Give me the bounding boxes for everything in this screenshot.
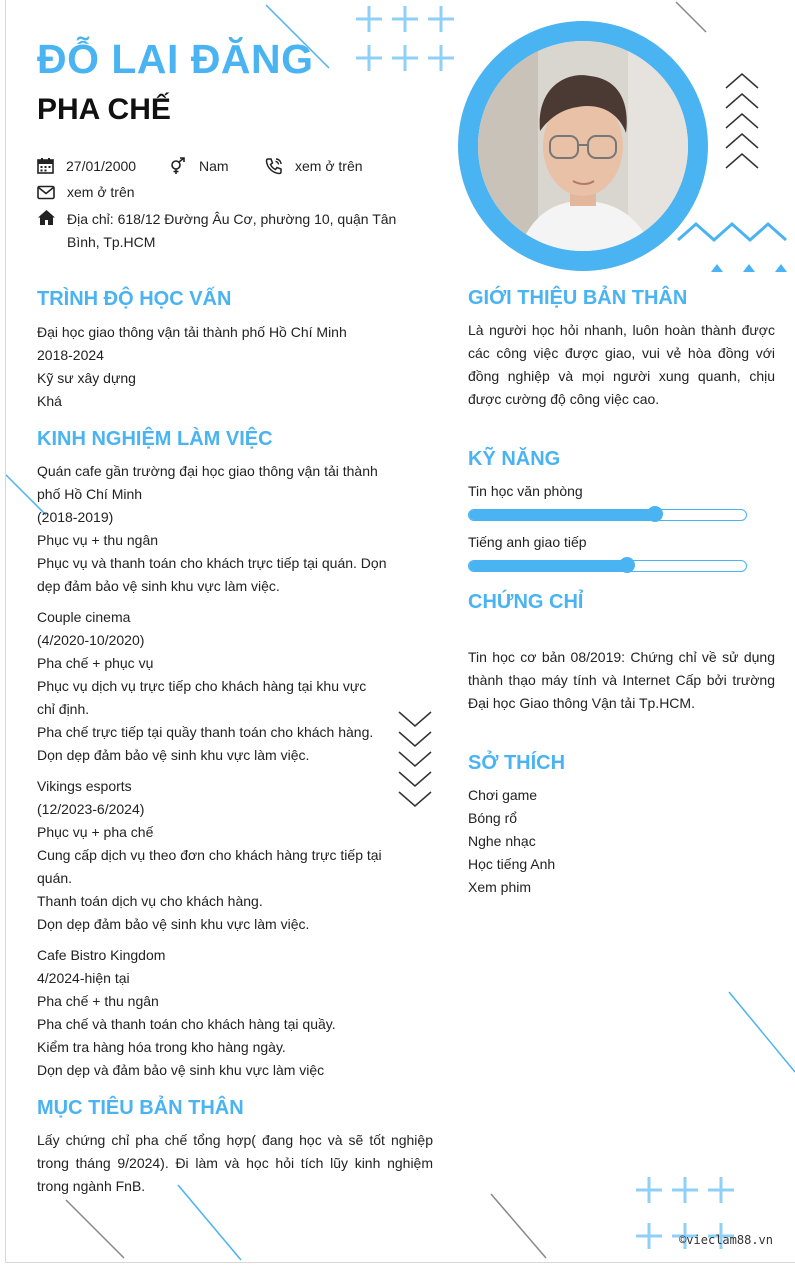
job-duty: Pha chế và thanh toán cho khách hàng tại quầy. xyxy=(37,1016,336,1032)
job-title: PHA CHẾ xyxy=(37,93,171,126)
job-position: Pha chế + thu ngân xyxy=(37,993,159,1009)
certificates-title: CHỨNG CHỈ xyxy=(468,591,584,613)
cv-page xyxy=(5,0,795,1263)
certificates-text: Tin học cơ bản 08/2019: Chứng chỉ về sử dụng thành thạo máy tính và Internet Cấp bởi trường Đại học Giao thông Vận tải Tp.HCM. xyxy=(468,649,775,711)
skill-bar xyxy=(468,560,747,572)
job-duty: Pha chế trực tiếp tại quầy thanh toán cho khách hàng. xyxy=(37,724,374,740)
gender-value: Nam xyxy=(199,158,229,174)
job-duty: Dọn dẹp và đảm bảo vệ sinh khu vực làm việc xyxy=(37,1062,325,1078)
objective-text: Lấy chứng chỉ pha chế tổng hợp( đang học và sẽ tốt nghiệp trong tháng 9/2024). Đi làm và học hỏi tích lũy kinh nghiệm trong ngành FnB. xyxy=(37,1132,433,1194)
skill-label: Tiếng anh giao tiếp xyxy=(468,534,587,550)
skill-bar xyxy=(468,509,747,521)
skill-bar-knob xyxy=(619,557,635,573)
avatar xyxy=(478,41,688,251)
triangle-pattern xyxy=(711,264,787,272)
home-icon xyxy=(37,209,56,226)
hobby-item: Chơi game xyxy=(468,787,538,803)
hobbies-title: SỞ THÍCH xyxy=(468,752,566,774)
avatar-photo xyxy=(478,41,688,251)
job-period: (12/2023-6/2024) xyxy=(37,801,145,817)
hobby-item: Nghe nhạc xyxy=(468,833,536,849)
watermark: ©vieclam88.vn xyxy=(679,1233,773,1247)
education-major: Kỹ sư xây dựng xyxy=(37,370,136,386)
email-row xyxy=(37,184,135,200)
job-duty: Phục vụ dịch vụ trực tiếp cho khách hàng tại khu vực chỉ định. xyxy=(37,678,367,717)
email-value: xem ở trên xyxy=(67,184,135,200)
candidate-name: ĐỖ LAI ĐĂNG xyxy=(37,36,314,82)
about-title: GIỚI THIỆU BẢN THÂN xyxy=(468,287,688,309)
skill-bar-knob xyxy=(647,506,663,522)
skills-title: KỸ NĂNG xyxy=(468,448,561,470)
email-icon xyxy=(37,185,55,200)
gender-row xyxy=(169,157,229,175)
job-duty: Cung cấp dịch vụ theo đơn cho khách hàng trực tiếp tại quán. xyxy=(37,847,382,886)
education-school: Đại học giao thông vận tải thành phố Hồ Chí Minh xyxy=(37,324,347,340)
gender-icon xyxy=(169,157,187,175)
job-company: Quán cafe gần trường đại học giao thông vận tải thành phố Hồ Chí Minh xyxy=(37,463,378,502)
phone-value: xem ở trên xyxy=(295,158,363,174)
objective-title: MỤC TIÊU BẢN THÂN xyxy=(37,1097,244,1119)
calendar-icon xyxy=(37,157,54,174)
education-title: TRÌNH ĐỘ HỌC VẤN xyxy=(37,288,232,310)
hobby-item: Học tiếng Anh xyxy=(468,856,556,872)
hobby-item: Bóng rổ xyxy=(468,810,518,826)
chevron-down-pattern xyxy=(399,712,431,806)
skill-bar-fill xyxy=(469,510,655,520)
hobby-item: Xem phim xyxy=(468,879,532,895)
education-section xyxy=(37,321,437,413)
job-position: Phục vụ + pha chế xyxy=(37,824,154,840)
job-position: Phục vụ + thu ngân xyxy=(37,532,159,548)
education-years: 2018-2024 xyxy=(37,347,104,363)
job-period: (2018-2019) xyxy=(37,509,114,525)
about-text: Là người học hỏi nhanh, luôn hoàn thành được các công việc được giao, vui vẻ hòa đồng với đồng nghiệp và mọi người xung quanh, chịu được cường độ công việc cao. xyxy=(468,322,775,407)
address-icon-wrap xyxy=(37,209,57,231)
birthday-value: 27/01/2000 xyxy=(66,157,137,174)
job-period: (4/2020-10/2020) xyxy=(37,632,145,648)
experience-title: KINH NGHIỆM LÀM VIỆC xyxy=(37,428,273,450)
experience-job xyxy=(37,460,387,598)
job-company: Vikings esports xyxy=(37,778,132,794)
birthday-row xyxy=(37,157,136,174)
experience-job xyxy=(37,944,387,1082)
phone-icon xyxy=(265,157,283,175)
job-duty: Dọn dẹp đảm bảo vệ sinh khu vực làm việc. xyxy=(37,916,310,932)
experience-job xyxy=(37,606,387,767)
job-company: Couple cinema xyxy=(37,609,131,625)
skill-bar-fill xyxy=(469,561,627,571)
skill-label: Tin học văn phòng xyxy=(468,483,583,499)
job-duty: Kiểm tra hàng hóa trong kho hàng ngày. xyxy=(37,1039,286,1055)
zigzag-pattern xyxy=(678,224,786,240)
job-duty: Phục vụ và thanh toán cho khách trực tiếp tại quán. Dọn dẹp đảm bảo vệ sinh khu vực làm việc. xyxy=(37,555,387,594)
job-duty: Dọn dẹp đảm bảo vệ sinh khu vực làm việc. xyxy=(37,747,310,763)
education-grade: Khá xyxy=(37,393,62,409)
job-company: Cafe Bistro Kingdom xyxy=(37,947,166,963)
address-value: Địa chỉ: 618/12 Đường Âu Cơ, phường 10, quận Tân Bình, Tp.HCM xyxy=(67,211,397,250)
experience-job xyxy=(37,775,387,936)
job-position: Pha chế + phục vụ xyxy=(37,655,154,671)
plus-pattern-top xyxy=(356,6,454,71)
job-duty: Thanh toán dịch vụ cho khách hàng. xyxy=(37,893,263,909)
hobbies-list xyxy=(468,784,768,899)
chevron-up-pattern xyxy=(726,74,758,168)
experience-section xyxy=(37,460,387,1090)
job-period: 4/2024-hiện tại xyxy=(37,970,130,986)
phone-row xyxy=(265,157,363,175)
